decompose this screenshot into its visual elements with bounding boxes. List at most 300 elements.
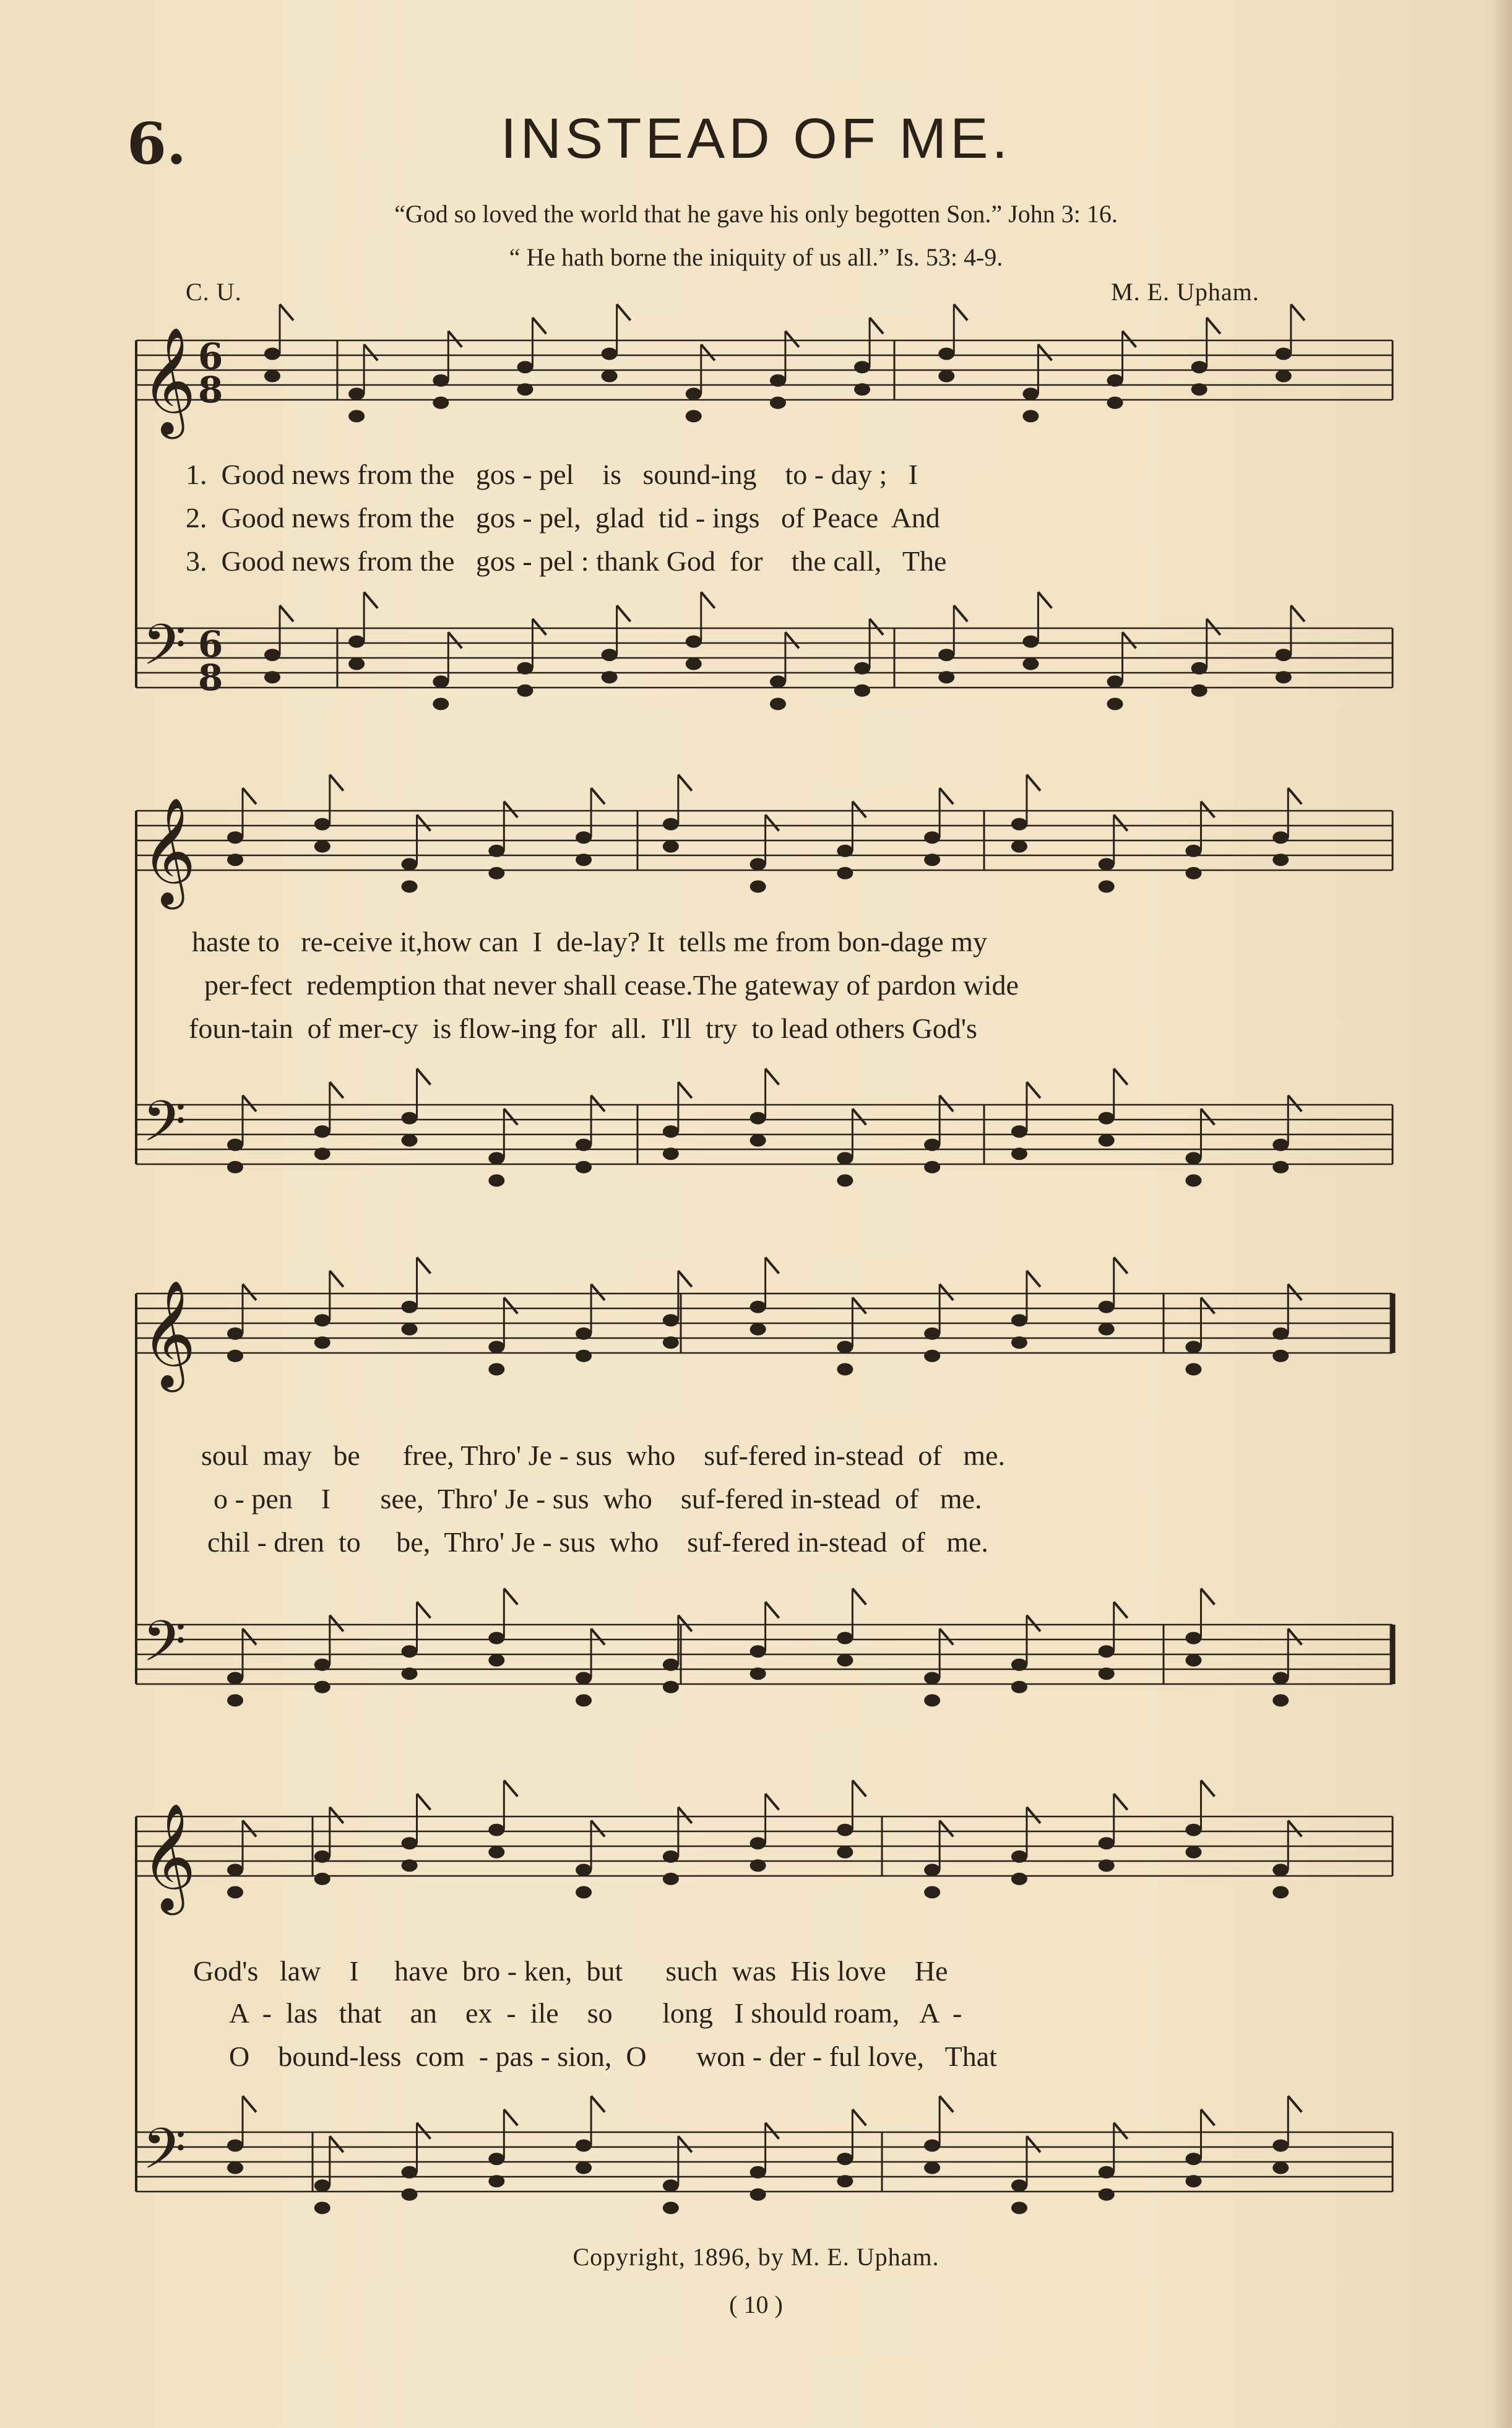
note-head [663, 1659, 679, 1671]
note-head [750, 1112, 766, 1125]
note-flag [1201, 1589, 1214, 1605]
note-flag [591, 1820, 605, 1836]
note-head [924, 2140, 940, 2152]
note-head [517, 361, 533, 373]
note-head [1099, 1645, 1115, 1657]
note-head [348, 387, 365, 400]
note-flag [852, 1108, 866, 1125]
note-head [576, 1672, 592, 1684]
note-head [686, 636, 702, 648]
note-head [1022, 658, 1039, 670]
note-head [1011, 2179, 1027, 2192]
note-head [1191, 685, 1207, 697]
note-flag [330, 775, 343, 791]
note-head [837, 1632, 853, 1644]
note-head [348, 658, 365, 670]
note-flag [1027, 1271, 1040, 1287]
note-head [750, 1134, 766, 1147]
note-head [1272, 1886, 1289, 1898]
note-head [1011, 840, 1027, 853]
note-head [1272, 1350, 1289, 1362]
treble-clef-icon: 𝄞 [141, 797, 196, 905]
note-flag [1201, 2109, 1214, 2125]
note-head [402, 1134, 418, 1147]
time-signature-lower: 8 [198, 369, 223, 411]
note-head [402, 1837, 418, 1849]
note-head [924, 831, 940, 844]
note-head [314, 818, 330, 831]
note-head [1107, 698, 1123, 710]
note-head [837, 1363, 853, 1375]
note-flag [504, 1781, 517, 1797]
note-head [837, 1654, 853, 1667]
note-head [1185, 1174, 1201, 1186]
note-flag [1114, 1258, 1128, 1274]
note-head [1099, 2166, 1115, 2179]
note-head [1185, 867, 1201, 879]
note-flag [243, 1095, 256, 1112]
note-flag [504, 801, 517, 818]
note-head [314, 1314, 330, 1326]
note-head [686, 387, 702, 400]
note-head [433, 698, 449, 710]
note-flag [940, 1095, 953, 1112]
note-flag [1201, 1297, 1214, 1313]
note-head [1011, 1125, 1027, 1138]
note-head [517, 662, 533, 675]
note-head [1011, 1681, 1027, 1693]
note-head [924, 1328, 940, 1340]
note-head [1099, 1837, 1115, 1849]
note-head [488, 1824, 504, 1836]
note-head [602, 671, 618, 683]
note-head [227, 2140, 243, 2152]
note-head [576, 1350, 592, 1362]
note-head [854, 685, 870, 697]
note-flag [504, 1589, 517, 1605]
note-head [227, 1350, 243, 1362]
note-head [1185, 1363, 1201, 1375]
note-head [924, 1161, 940, 1173]
note-head [602, 348, 618, 360]
note-head [837, 845, 853, 857]
lyric-verse-1: 1. Good news from the gos - pel is sound-ing to - day ; I [186, 459, 918, 490]
note-head [433, 374, 449, 387]
note-head [1099, 1301, 1115, 1313]
note-head [1022, 410, 1039, 422]
note-flag [1288, 1628, 1302, 1644]
note-head [402, 1323, 418, 1336]
note-head [1185, 1824, 1201, 1836]
note-head [1272, 2162, 1289, 2174]
note-head [750, 2166, 766, 2179]
note-flag [1201, 801, 1214, 818]
note-flag [1207, 619, 1220, 635]
note-head [488, 1341, 504, 1353]
time-signature-upper: 6 [198, 623, 223, 665]
note-head [854, 383, 870, 395]
lyric-verse-2: A - las that an ex - ile so long I should roam, A - [229, 1997, 962, 2029]
bass-clef-icon: 𝄢 [142, 1609, 186, 1688]
note-flag [417, 814, 431, 831]
note-flag [785, 632, 799, 648]
note-head [402, 1859, 418, 1872]
note-head [1107, 397, 1123, 409]
note-head [1107, 374, 1123, 387]
lyric-verse-3: O bound-less com - pas - sion, O won - der - ful love, That [229, 2041, 997, 2072]
note-head [227, 1886, 243, 1898]
note-flag [532, 318, 546, 334]
note-flag [766, 814, 779, 831]
note-head [602, 649, 618, 661]
note-head [314, 1125, 330, 1138]
note-head [750, 880, 766, 892]
note-head [488, 1174, 504, 1186]
note-head [227, 853, 243, 866]
bass-clef-icon: 𝄢 [142, 1089, 186, 1168]
hymn-title: INSTEAD OF ME. [500, 107, 1012, 170]
lyric-verse-3: foun-tain of mer-cy is flow-ing for all. I'll try to lead others God's [189, 1013, 977, 1044]
note-head [576, 2162, 592, 2174]
note-head [1011, 1336, 1027, 1349]
note-flag [448, 331, 462, 347]
hymn-number: 6. [127, 110, 187, 177]
note-head [314, 1873, 330, 1885]
note-head [750, 1859, 766, 1872]
note-flag [940, 1284, 953, 1300]
note-flag [1027, 2136, 1040, 2152]
note-head [1185, 1632, 1201, 1644]
lyric-verse-2: o - pen I see, Thro' Je - sus who suf-fered in-stead of me. [214, 1483, 982, 1514]
note-flag [417, 1602, 431, 1618]
note-head [663, 1314, 679, 1326]
note-flag [940, 1820, 953, 1836]
note-flag [852, 2109, 866, 2125]
note-head [314, 2201, 330, 2214]
note-head [227, 2162, 243, 2174]
note-flag [448, 632, 462, 648]
note-flag [504, 2109, 517, 2125]
note-head [837, 1152, 853, 1164]
note-head [938, 348, 954, 360]
note-head [402, 2188, 418, 2201]
note-flag [1288, 2096, 1302, 2112]
note-flag [766, 1258, 779, 1274]
page-number: ( 10 ) [729, 2291, 783, 2318]
note-head [348, 636, 365, 648]
note-head [1185, 1654, 1201, 1667]
note-head [1272, 1139, 1289, 1151]
note-head [924, 2162, 940, 2174]
note-head [1011, 818, 1027, 831]
note-head [686, 658, 702, 670]
note-head [1185, 1152, 1201, 1164]
note-head [488, 845, 504, 857]
note-head [314, 840, 330, 853]
note-flag [504, 1297, 517, 1313]
note-flag [701, 344, 715, 360]
note-head [750, 858, 766, 870]
note-flag [330, 1271, 343, 1287]
note-flag [280, 605, 293, 621]
note-flag [954, 305, 967, 321]
lyric-verse-1: God's law I have bro - ken, but such was His love He [193, 1955, 948, 1987]
lyric-verse-3: chil - dren to be, Thro' Je - sus who suf-fered in-stead of me. [207, 1526, 988, 1558]
scripture-quote-1: “God so loved the world that he gave his only begotten Son.” John 3: 16. [394, 200, 1118, 228]
note-head [750, 1667, 766, 1680]
note-flag [1123, 331, 1136, 347]
note-head [488, 1152, 504, 1164]
note-head [924, 1672, 940, 1684]
note-head [770, 675, 786, 688]
note-head [433, 397, 449, 409]
note-head [770, 698, 786, 710]
note-flag [1288, 788, 1302, 804]
note-flag [243, 788, 256, 804]
note-head [938, 671, 954, 683]
note-head [854, 361, 870, 373]
note-flag [1114, 814, 1128, 831]
note-head [1099, 2188, 1115, 2201]
note-flag [417, 1258, 431, 1274]
note-head [1272, 1864, 1289, 1876]
note-flag [243, 2096, 256, 2112]
note-head [837, 1824, 853, 1836]
note-head [1022, 387, 1039, 400]
note-head [1099, 880, 1115, 892]
note-head [576, 2140, 592, 2152]
note-flag [678, 1082, 692, 1098]
lyric-verse-1: haste to re-ceive it,how can I de-lay? It tells me from bon-dage my [192, 926, 987, 957]
note-head [1011, 1851, 1027, 1863]
note-head [314, 2179, 330, 2192]
note-head [1011, 1873, 1027, 1885]
note-head [663, 1147, 679, 1160]
note-flag [243, 1628, 256, 1644]
note-head [1185, 1341, 1201, 1353]
note-head [924, 1350, 940, 1362]
note-head [770, 374, 786, 387]
note-head [663, 840, 679, 853]
note-flag [330, 1082, 343, 1098]
lyric-verse-2: per-fect redemption that never shall cease.The gateway of pardon wide [204, 969, 1019, 1001]
note-flag [852, 1297, 866, 1313]
note-head [837, 2153, 853, 2165]
note-flag [1038, 592, 1052, 608]
note-head [1011, 2201, 1027, 2214]
note-flag [785, 331, 799, 347]
note-flag [364, 344, 378, 360]
treble-clef-icon: 𝄞 [141, 1803, 196, 1911]
note-flag [1038, 344, 1052, 360]
note-head [663, 2179, 679, 2192]
copyright-notice: Copyright, 1896, by M. E. Upham. [572, 2243, 940, 2271]
note-flag [1114, 1069, 1128, 1085]
note-flag [591, 1095, 605, 1112]
note-head [1272, 2140, 1289, 2152]
note-head [1099, 1323, 1115, 1336]
note-flag [1291, 305, 1305, 321]
note-flag [243, 1820, 256, 1836]
note-head [1276, 649, 1292, 661]
note-head [227, 1694, 243, 1706]
note-head [602, 370, 618, 382]
note-head [1099, 1112, 1115, 1125]
note-head [1107, 675, 1123, 688]
note-head [1099, 1859, 1115, 1872]
note-head [1272, 1672, 1289, 1684]
note-head [1011, 1147, 1027, 1160]
note-head [1272, 1328, 1289, 1340]
note-head [924, 853, 940, 866]
note-flag [243, 1284, 256, 1300]
note-flag [1027, 1807, 1040, 1823]
note-flag [417, 1794, 431, 1810]
note-flag [1288, 1820, 1302, 1836]
note-flag [1288, 1284, 1302, 1300]
note-head [348, 410, 365, 422]
note-head [264, 348, 280, 360]
note-head [1191, 383, 1207, 395]
note-head [750, 1837, 766, 1849]
note-flag [504, 1108, 517, 1125]
note-head [663, 2201, 679, 2214]
scripture-quote-2: “ He hath borne the iniquity of us all.” Is. 53: 4-9. [509, 243, 1003, 271]
note-head [314, 1681, 330, 1693]
note-head [264, 370, 280, 382]
note-head [227, 1139, 243, 1151]
note-head [1011, 1314, 1027, 1326]
note-flag [678, 775, 692, 791]
time-signature-upper: 6 [198, 335, 223, 378]
note-flag [1201, 1108, 1214, 1125]
note-head [924, 1139, 940, 1151]
note-head [837, 1341, 853, 1353]
note-head [517, 685, 533, 697]
note-flag [330, 1615, 343, 1631]
note-head [750, 1323, 766, 1336]
note-head [227, 1328, 243, 1340]
note-head [402, 1112, 418, 1125]
note-head [227, 1672, 243, 1684]
note-flag [852, 1781, 866, 1797]
note-head [1185, 845, 1201, 857]
note-head [227, 831, 243, 844]
note-head [488, 2153, 504, 2165]
note-head [1276, 671, 1292, 683]
note-flag [678, 1807, 692, 1823]
note-head [402, 858, 418, 870]
note-head [837, 867, 853, 879]
note-flag [280, 305, 293, 321]
note-flag [852, 801, 866, 818]
note-head [1191, 662, 1207, 675]
note-head [663, 818, 679, 831]
note-flag [591, 1628, 605, 1644]
note-flag [1114, 1602, 1128, 1618]
note-head [1191, 361, 1207, 373]
note-head [1276, 370, 1292, 382]
note-head [924, 1864, 940, 1876]
note-head [1011, 1659, 1027, 1671]
note-flag [1288, 1095, 1302, 1112]
note-head [854, 662, 870, 675]
note-flag [701, 592, 715, 608]
note-flag [591, 2096, 605, 2112]
bass-clef-icon: 𝄢 [142, 612, 186, 691]
note-head [576, 1886, 592, 1898]
lyric-verse-3: 3. Good news from the gos - pel : thank God for the call, The [186, 545, 947, 577]
note-flag [1114, 1794, 1128, 1810]
note-flag [766, 1794, 779, 1810]
note-flag [852, 1589, 866, 1605]
note-head [1022, 636, 1039, 648]
note-head [1185, 1846, 1201, 1859]
lyric-verse-2: 2. Good news from the gos - pel, glad tid - ings of Peace And [186, 502, 940, 534]
note-head [1099, 1134, 1115, 1147]
note-head [576, 831, 592, 844]
note-flag [330, 2136, 343, 2152]
bass-clef-icon: 𝄢 [142, 2116, 186, 2195]
note-flag [678, 1271, 692, 1287]
note-head [938, 649, 954, 661]
note-head [686, 410, 702, 422]
time-signature-lower: 8 [198, 657, 223, 699]
note-head [750, 1301, 766, 1313]
note-flag [364, 592, 378, 608]
note-head [517, 383, 533, 395]
note-flag [617, 605, 631, 621]
note-head [402, 2166, 418, 2179]
music-credit: M. E. Upham. [1111, 278, 1259, 306]
note-flag [1027, 1082, 1040, 1098]
treble-clef-icon: 𝄞 [141, 1280, 196, 1388]
note-flag [1027, 1615, 1040, 1631]
note-head [837, 2175, 853, 2187]
note-flag [954, 605, 967, 621]
note-head [264, 671, 280, 683]
note-head [770, 397, 786, 409]
note-head [1185, 2175, 1201, 2187]
note-flag [591, 788, 605, 804]
note-head [402, 880, 418, 892]
note-head [576, 1694, 592, 1706]
note-head [576, 1139, 592, 1151]
note-head [576, 1328, 592, 1340]
note-flag [417, 1069, 431, 1085]
note-flag [766, 1069, 779, 1085]
note-flag [591, 1284, 605, 1300]
note-flag [1207, 318, 1220, 334]
note-head [663, 1125, 679, 1138]
note-head [1272, 1161, 1289, 1173]
note-head [663, 1873, 679, 1885]
note-head [1272, 853, 1289, 866]
note-flag [870, 318, 883, 334]
note-flag [617, 305, 631, 321]
note-flag [766, 2123, 779, 2139]
note-head [576, 1864, 592, 1876]
treble-clef-icon: 𝄞 [141, 327, 196, 434]
note-head [663, 1851, 679, 1863]
note-head [264, 649, 280, 661]
note-head [314, 1851, 330, 1863]
note-head [488, 1846, 504, 1859]
note-head [837, 1174, 853, 1186]
note-flag [1201, 1781, 1214, 1797]
note-head [402, 1645, 418, 1657]
note-flag [1114, 2123, 1128, 2139]
